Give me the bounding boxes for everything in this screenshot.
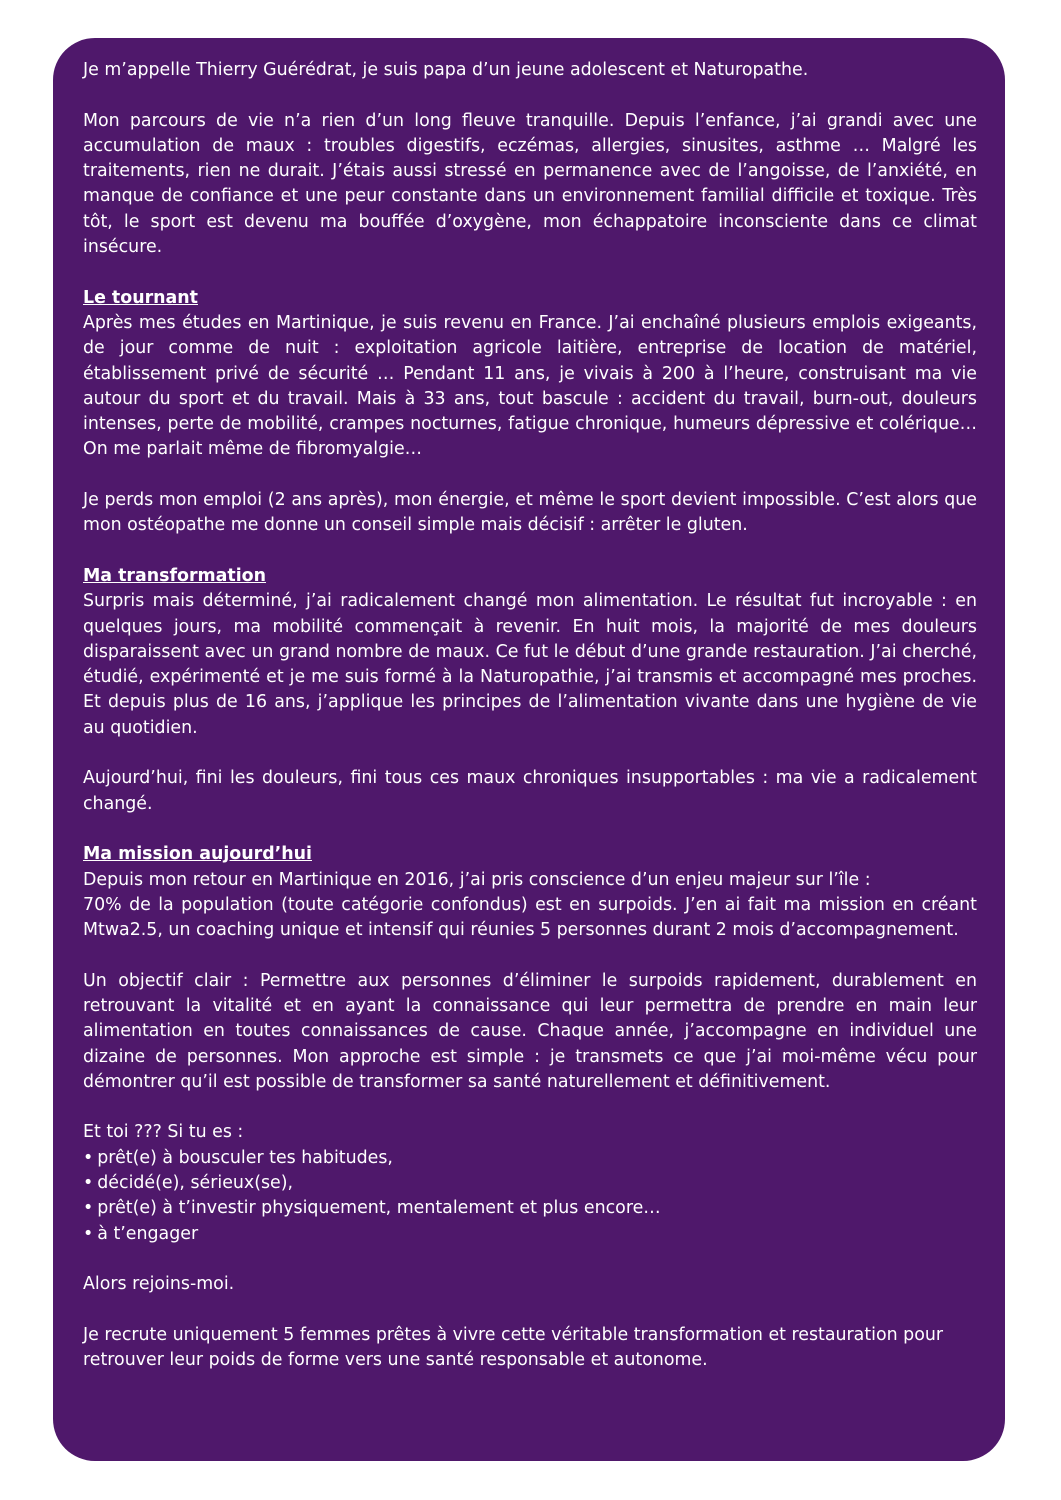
list-item: • à t’engager (83, 1223, 199, 1244)
mission-text-2: Un objectif clair : Permettre aux personnes d’éliminer le surpoids rapidement, durablement en retrouvant la vitalité et en ayant la connaissance qui leur permettra de prendre en main leur alimentation en toutes connaissances de cause. Chaque année, j’accompagne en individuel une dizaine de personnes. Mon approche est simple : je transmets ce que j’ai moi-même vécu pour démontrer qu’il est possible de transformer sa santé naturellement et définitivement. (83, 970, 977, 1092)
content-card (53, 38, 1005, 1461)
bullet-icon: • (83, 1173, 94, 1194)
mission-text-line1: Depuis mon retour en Martinique en 2016, j’ai pris conscience d’un enjeu majeur sur l’île : (83, 869, 871, 890)
parcours-text: Mon parcours de vie n’a rien d’un long fleuve tranquille. Depuis l’enfance, j’ai grandi avec une accumulation de maux : troubles digestifs, eczémas, allergies, sinusites, asthme … Malgré les traitements, rien ne durait. J’étais aussi stressé en permanence avec de l’angoisse, de l’anxiété, en manque de confiance et une peur constante dans un environnement familial difficile et toxique. Très tôt, le sport est devenu ma bouffée d’oxygène, mon échappatoire inconsciente dans ce climat insécure. (83, 110, 977, 258)
call-question: Et toi ??? Si tu es : (83, 1122, 244, 1143)
closing-text: Je recrute uniquement 5 femmes prêtes à vivre cette véritable transformation et restauration pour retrouver leur poids de forme vers une santé responsable et autonome. (83, 1324, 944, 1371)
section-mission (83, 842, 977, 943)
bullet-icon: • (83, 1223, 94, 1244)
bullet-icon: • (83, 1147, 94, 1168)
call-section (83, 1120, 977, 1246)
list-item: • décidé(e), sérieux(se), (83, 1173, 294, 1194)
heading-tournant: Le tournant (83, 287, 198, 308)
list-item: • prêt(e) à bousculer tes habitudes, (83, 1147, 393, 1168)
mission-text: 70% de la population (toute catégorie confondus) est en surpoids. J’en ai fait ma mission en créant Mtwa2.5, un coaching unique et intensif qui réunies 5 personnes durant 2 mois d’accompagnement. (83, 894, 977, 941)
heading-transformation: Ma transformation (83, 565, 267, 586)
section-transformation (83, 564, 977, 741)
list-item: • prêt(e) à t’investir physiquement, mentalement et plus encore… (83, 1198, 661, 1219)
heading-mission: Ma mission aujourd’hui (83, 844, 312, 865)
tournant-text-2: Je perds mon emploi (2 ans après), mon énergie, et même le sport devient impossible. C’est alors que mon ostéopathe me donne un conseil simple mais décisif : arrêter le gluten. (83, 490, 977, 536)
transformation-text-2: Aujourd’hui, fini les douleurs, fini tous ces maux chroniques insupportables : ma vie a radicalement changé. (83, 768, 977, 814)
criteria-list (83, 1146, 977, 1247)
tournant-text: Après mes études en Martinique, je suis revenu en France. J’ai enchaîné plusieurs emplois exigeants, de jour comme de nuit : exploitation agricole laitière, entreprise de location de matériel, établissement privé de sécurité … Pendant 11 ans, je vivais à 200 à l’heure, construisant ma vie autour du sport et du travail. Mais à 33 ans, tout bascule : accident du travail, burn-out, douleurs intenses, perte de mobilité, crampes nocturnes, fatigue chronique, humeurs dépressive et colérique… On me parlait même de fibromyalgie… (83, 312, 977, 460)
join-text: Alors rejoins-moi. (83, 1274, 235, 1295)
transformation-text: Surpris mais déterminé, j’ai radicalement changé mon alimentation. Le résultat fut incroyable : en quelques jours, ma mobilité commençait à revenir. En huit mois, la majorité de mes douleurs disparaissent avec un grand nombre de maux. Ce fut le début d’une grande restauration. J’ai cherché, étudié, expérimenté et je me suis formé à la Naturopathie, j’ai transmis et accompagné mes proches. Et depuis plus de 16 ans, j’applique les principes de l’alimentation vivante dans une hygiène de vie au quotidien. (83, 591, 977, 738)
bullet-icon: • (83, 1198, 94, 1219)
intro-text: Je m’appelle Thierry Guérédrat, je suis papa d’un jeune adolescent et Naturopathe. (83, 60, 809, 80)
section-tournant (83, 286, 977, 463)
